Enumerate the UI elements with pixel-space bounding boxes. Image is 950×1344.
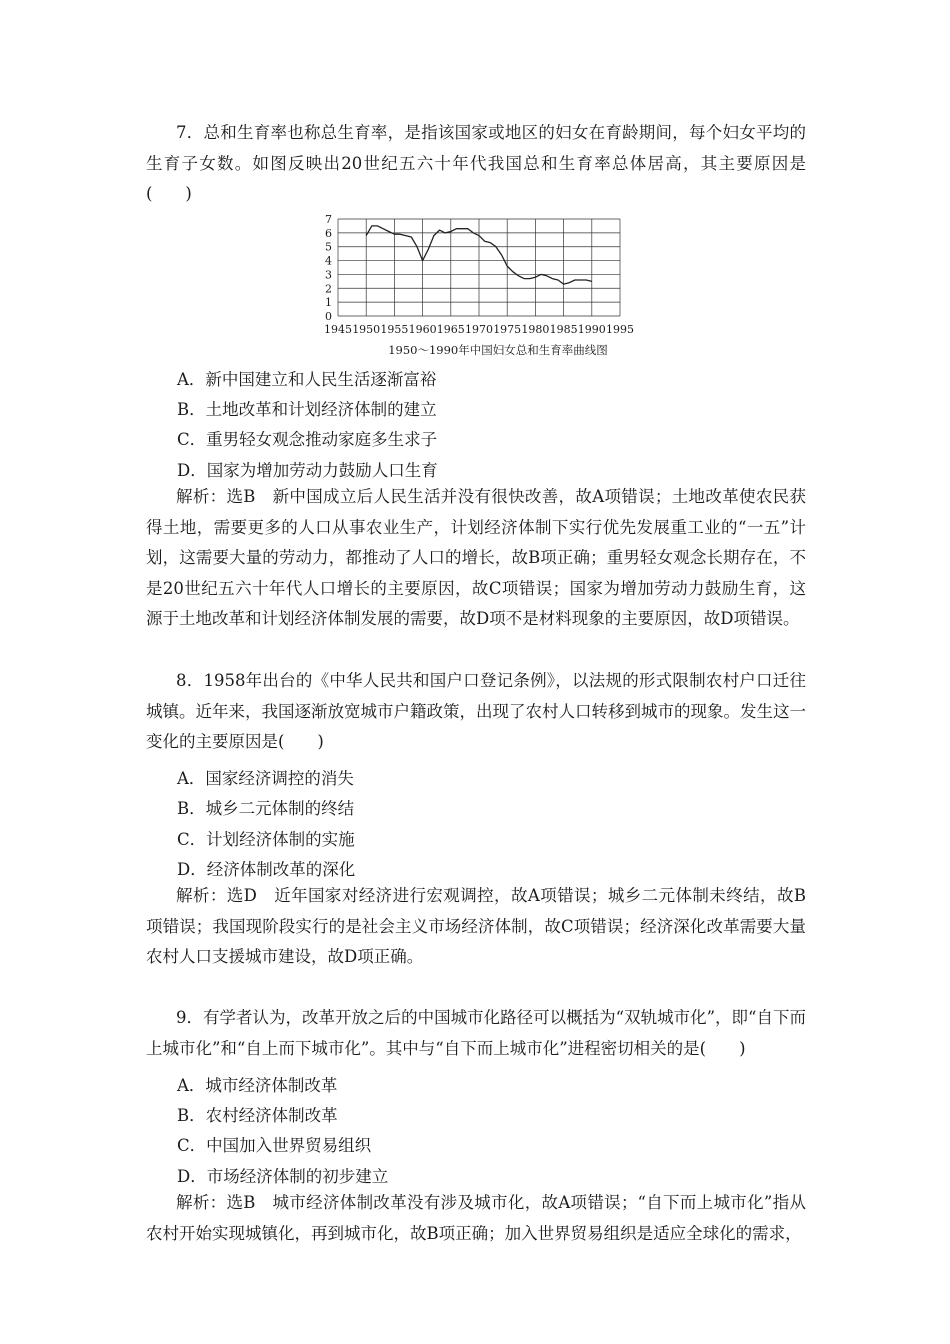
x-tick-label: 1950 xyxy=(352,323,381,336)
x-tick-label: 1985 xyxy=(549,323,578,336)
x-tick-label: 1960 xyxy=(408,323,437,336)
x-tick-label: 1965 xyxy=(436,323,465,336)
question-7-stem: 7．总和生育率也称总生育率，是指该国家或地区的妇女在育龄期间，每个妇女平均的生育子女数。如图反映出20世纪五六十年代我国总和生育率总体居高，其主要原因是( ) xyxy=(146,123,806,203)
x-tick-label: 1975 xyxy=(493,323,522,336)
question-9-stem: 9．有学者认为，改革开放之后的中国城市化路径可以概括为“双轨城市化”，即“自下而上城市化”和“自上而下城市化”。其中与“自下而上城市化”进程密切相关的是( ) xyxy=(146,1008,806,1058)
q9-analysis: 解析：选B 城市经济体制改革没有涉及城市化，故A项错误；“自下而上城市化”指从农村开始实现城镇化，再到城市化，故B项正确；加入世界贸易组织是适应全球化的需求， xyxy=(146,1193,806,1243)
x-tick-label: 1945 xyxy=(324,323,352,336)
x-tick-label: 1955 xyxy=(380,323,409,336)
y-tick-label: 0 xyxy=(325,310,332,323)
q8-option-d: D．经济体制改革的深化 xyxy=(177,860,356,879)
x-tick-label: 1970 xyxy=(465,323,493,336)
q7-option-b: B．土地改革和计划经济体制的建立 xyxy=(177,400,437,419)
q9-option-a: A．城市经济体制改革 xyxy=(177,1076,338,1095)
chart-svg xyxy=(318,212,678,342)
q7-option-a: A．新中国建立和人民生活逐渐富裕 xyxy=(177,370,437,389)
q8-option-c: C．计划经济体制的实施 xyxy=(177,830,355,849)
x-tick-label: 1980 xyxy=(521,323,550,336)
y-tick-label: 6 xyxy=(325,226,332,240)
q8-analysis: 解析：选D 近年国家对经济进行宏观调控，故A项错误；城乡二元体制未终结，故B项错误；我国现阶段实行的是社会主义市场经济体制，故C项错误；经济深化改革需要大量农村人口支援城市建设，故D项正确。 xyxy=(146,886,806,966)
q7-option-c: C．重男轻女观念推动家庭多生求子 xyxy=(177,430,438,449)
q7-analysis: 解析：选B 新中国成立后人民生活并没有很快改善，故A项错误；土地改革使农民获得土地，需要更多的人口从事农业生产，计划经济体制下实行优先发展重工业的“一五”计划，这需要大量的劳动力，都推动了人口的增长，故B项正确；重男轻女观念长期存在，不是20世纪五六十年代人口增长的主要原因，故C项错误；国家为增加劳动力鼓励生育，这源于土地改革和计划经济体制发展的需要，故D项不是材料现象的主要原因，故D项错误。 xyxy=(146,487,806,628)
y-tick-label: 1 xyxy=(325,296,332,310)
x-tick-label: 1990 xyxy=(577,323,606,336)
y-tick-label: 7 xyxy=(325,213,332,226)
q9-option-b: B．农村经济体制改革 xyxy=(177,1106,338,1125)
chart-title: 1950～1990年中国妇女总和生育率曲线图 xyxy=(388,343,608,357)
q8-option-b: B．城乡二元体制的终结 xyxy=(177,799,355,818)
y-tick-label: 4 xyxy=(325,254,332,268)
fertility-chart xyxy=(318,212,678,360)
y-tick-label: 5 xyxy=(325,240,332,254)
question-8-stem: 8．1958年出台的《中华人民共和国户口登记条例》，以法规的形式限制农村户口迁往城镇。近年来，我国逐渐放宽城市户籍政策，出现了农村人口转移到城市的现象。发生这一变化的主要原因是( ) xyxy=(146,671,806,751)
q9-option-c: C．中国加入世界贸易组织 xyxy=(177,1136,372,1155)
q9-option-d: D．市场经济体制的初步建立 xyxy=(177,1167,389,1186)
q8-option-a: A．国家经济调控的消失 xyxy=(177,769,354,788)
q7-option-d: D．国家为增加劳动力鼓励人口生育 xyxy=(177,461,438,480)
y-tick-label: 3 xyxy=(325,268,332,282)
x-tick-label: 1995 xyxy=(606,323,634,336)
y-tick-label: 2 xyxy=(325,282,332,296)
